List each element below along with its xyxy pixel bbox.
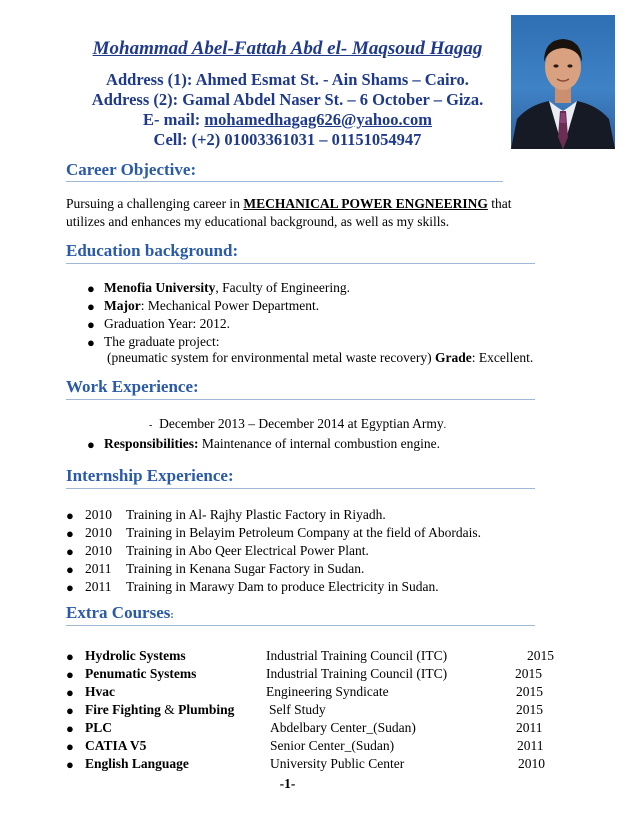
internship-year: 2010 (85, 507, 112, 522)
section-divider (66, 263, 535, 264)
section-divider (66, 399, 535, 400)
address-2: Address (2): Gamal Abdel Naser St. – 6 October – Giza. (91, 90, 484, 109)
internship-year: 2011 (85, 561, 112, 576)
course-provider: Abdelbary Center_(Sudan) (270, 720, 416, 735)
email-label: E- mail: (143, 110, 205, 129)
extra-courses-heading: Extra Courses: (66, 603, 174, 622)
bullet-icon: ● (66, 580, 74, 595)
internship-text: Training in Marawy Dam to produce Electricity in Sudan. (126, 579, 439, 594)
education-item: Graduation Year: 2012. (104, 316, 230, 331)
candidate-name: Mohammad Abel-Fattah Abd el- Maqsoud Hagag (92, 38, 483, 59)
education-heading: Education background: (66, 241, 239, 260)
internship-year: 2010 (85, 525, 112, 540)
bullet-icon: ● (66, 667, 74, 682)
career-objective-line-1: Pursuing a challenging career in MECHANICAL POWER ENGNEERING that (66, 196, 512, 211)
bullet-icon: ● (87, 299, 95, 314)
email-link[interactable]: mohamedhagag626@yahoo.com (204, 110, 432, 129)
bullet-icon: ● (66, 562, 74, 577)
bullet-icon: ● (87, 437, 95, 452)
course-name: English Language (85, 756, 189, 771)
bullet-icon: ● (66, 721, 74, 736)
internship-heading: Internship Experience: (66, 466, 234, 485)
internship-text: Training in Al- Rajhy Plastic Factory in Riyadh. (126, 507, 386, 522)
course-year: 2015 (527, 648, 554, 663)
bullet-icon: ● (66, 757, 74, 772)
education-item: Major: Mechanical Power Department. (104, 298, 320, 313)
education-item: Menofia University, Faculty of Engineering. (104, 280, 350, 295)
section-divider (66, 488, 535, 489)
education-item: The graduate project: (104, 334, 220, 349)
internship-text: Training in Kenana Sugar Factory in Sudan. (126, 561, 365, 576)
graduate-project: (pneumatic system for environmental metal waste recovery) Grade: Excellent. (107, 350, 534, 365)
bullet-icon: ● (87, 335, 95, 350)
bullet-icon: ● (66, 649, 74, 664)
course-name: Penumatic Systems (85, 666, 197, 681)
bullet-icon: ● (66, 508, 74, 523)
course-year: 2015 (516, 684, 543, 699)
career-field: MECHANICAL POWER ENGNEERING (243, 196, 488, 211)
course-provider: University Public Center (270, 756, 405, 771)
course-provider: Senior Center_(Sudan) (270, 738, 395, 753)
course-name: PLC (85, 720, 112, 735)
cell-phone: Cell: (+2) 01003361031 – 01151054947 (153, 130, 422, 149)
internship-year: 2010 (85, 543, 112, 558)
work-experience-heading: Work Experience: (66, 377, 199, 396)
course-provider: Industrial Training Council (ITC) (266, 666, 448, 681)
email-line (0, 110, 575, 130)
section-divider (66, 181, 503, 182)
course-name: Fire Fighting & Plumbing (85, 702, 235, 717)
bullet-icon: ● (66, 544, 74, 559)
page-number: -1- (279, 776, 296, 791)
career-objective-line-2: utilizes and enhances my educational background, as well as my skills. (66, 214, 450, 229)
section-divider (66, 625, 535, 626)
course-name: Hydrolic Systems (85, 648, 186, 663)
course-year: 2011 (516, 720, 543, 735)
address-1: Address (1): Ahmed Esmat St. - Ain Shams – Cairo. (106, 70, 469, 89)
course-provider: Engineering Syndicate (266, 684, 389, 699)
course-provider: Industrial Training Council (ITC) (266, 648, 448, 663)
internship-year: 2011 (85, 579, 112, 594)
work-period: - December 2013 – December 2014 at Egyptian Army. (149, 416, 447, 431)
internship-text: Training in Belayim Petroleum Company at the field of Abordais. (126, 525, 481, 540)
career-objective-heading: Career Objective: (66, 160, 197, 179)
course-name: Hvac (85, 684, 115, 699)
course-year: 2011 (517, 738, 544, 753)
bullet-icon: ● (66, 739, 74, 754)
course-name: CATIA V5 (85, 738, 147, 753)
bullet-icon: ● (87, 317, 95, 332)
course-year: 2015 (515, 666, 542, 681)
bullet-icon: ● (66, 685, 74, 700)
work-responsibilities: Responsibilities: Maintenance of internal combustion engine. (104, 436, 440, 451)
bullet-icon: ● (87, 281, 95, 296)
course-year: 2015 (516, 702, 543, 717)
course-year: 2010 (518, 756, 545, 771)
bullet-icon: ● (66, 703, 74, 718)
internship-text: Training in Abo Qeer Electrical Power Plant. (126, 543, 369, 558)
profile-photo (511, 15, 615, 149)
bullet-icon: ● (66, 526, 74, 541)
course-provider: Self Study (269, 702, 326, 717)
